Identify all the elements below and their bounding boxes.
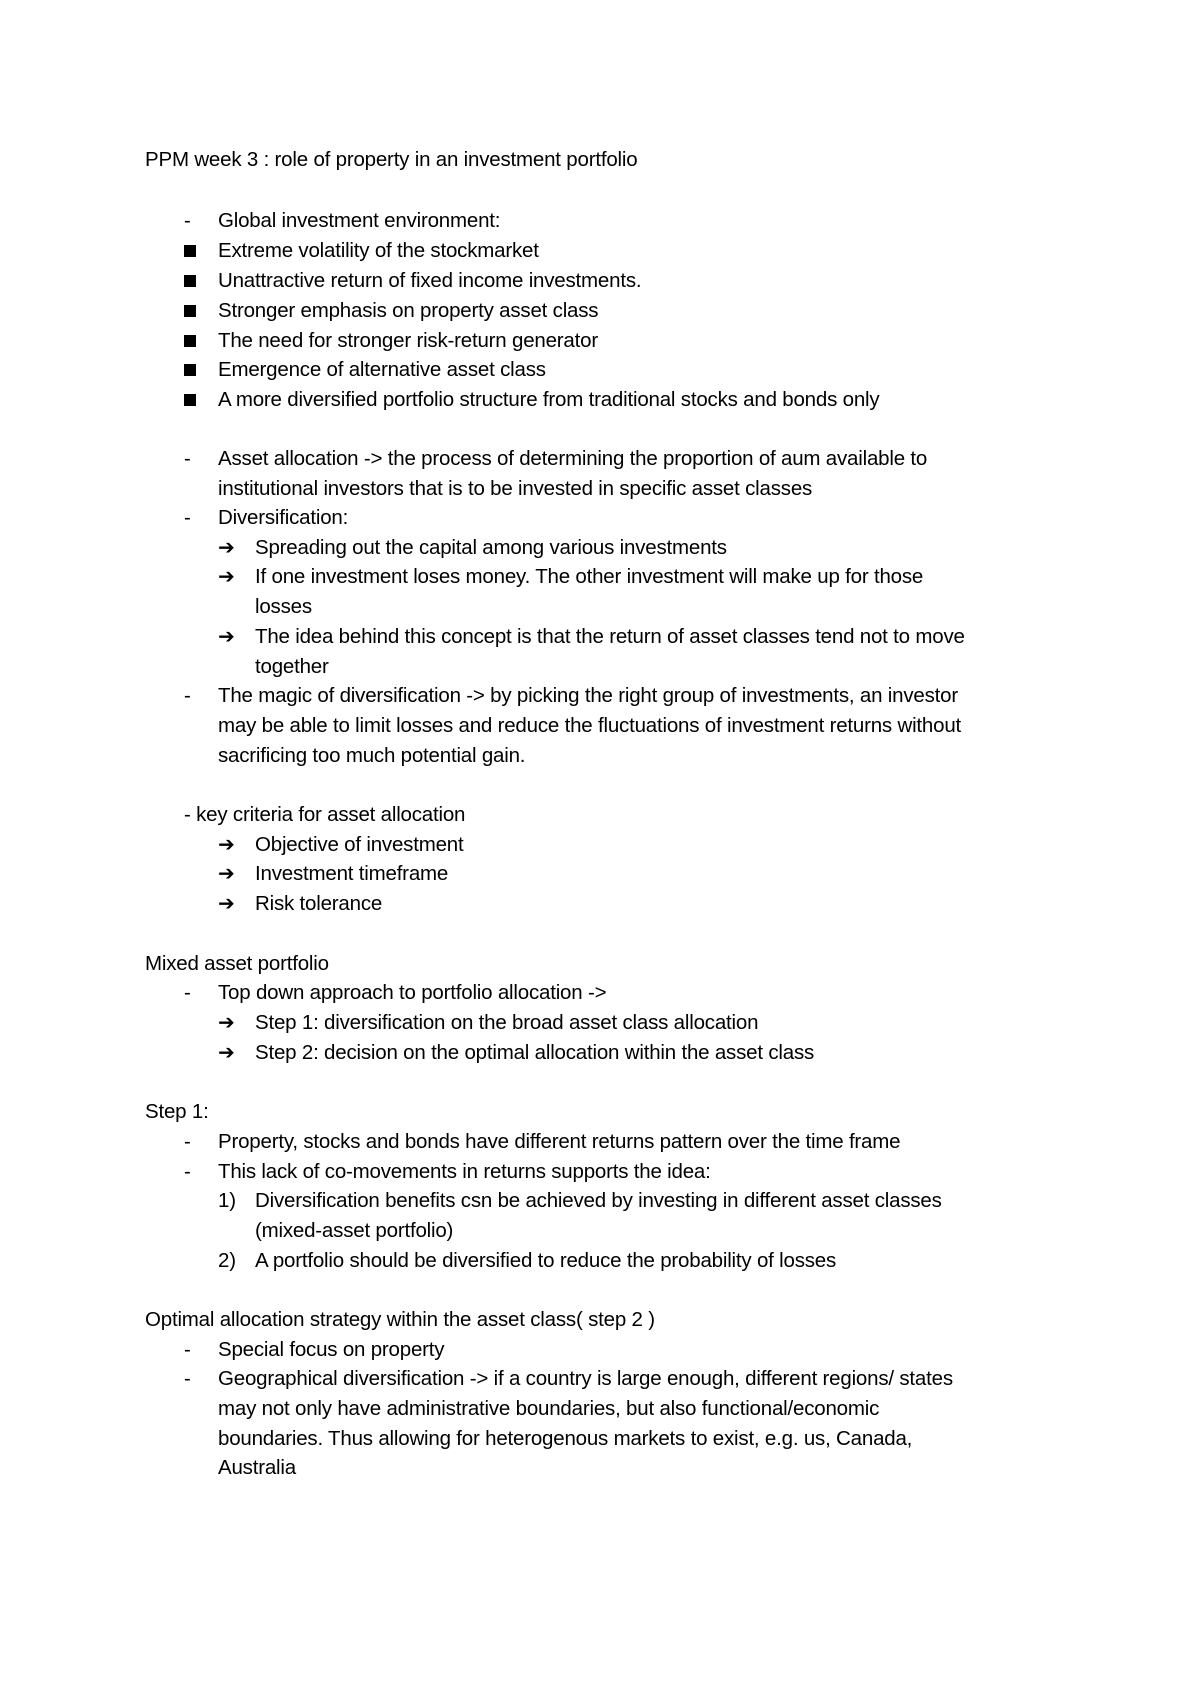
dash-bullet: - bbox=[184, 1338, 191, 1361]
section-heading-step1: Step 1: bbox=[145, 1100, 209, 1123]
list-item: The idea behind this concept is that the return of asset classes tend not to move bbox=[255, 625, 965, 648]
section-heading-optimal: Optimal allocation strategy within the asset class( step 2 ) bbox=[145, 1308, 655, 1331]
list-item: If one investment loses money. The other investment will make up for those bbox=[255, 565, 924, 588]
dash-bullet: - bbox=[184, 1367, 191, 1390]
list-item: Risk tolerance bbox=[255, 892, 383, 915]
square-bullet-icon bbox=[184, 305, 196, 317]
list-item: Australia bbox=[218, 1456, 296, 1479]
list-item: Stronger emphasis on property asset class bbox=[218, 299, 599, 322]
magic-line: may be able to limit losses and reduce the fluctuations of investment returns without bbox=[218, 714, 962, 737]
dash-bullet: - bbox=[184, 684, 191, 707]
diversification-heading: Diversification: bbox=[218, 506, 349, 529]
arrow-bullet-icon: ➔ bbox=[218, 626, 235, 648]
number-marker: 2) bbox=[218, 1249, 236, 1272]
square-bullet-icon bbox=[184, 335, 196, 347]
dash-bullet: - bbox=[184, 447, 191, 470]
section-heading-mixed: Mixed asset portfolio bbox=[145, 952, 329, 975]
dash-bullet: - bbox=[184, 1130, 191, 1153]
list-item: Diversification benefits csn be achieved by investing in different asset classes bbox=[255, 1189, 942, 1212]
list-item: A portfolio should be diversified to reduce the probability of losses bbox=[255, 1249, 837, 1272]
list-item: Emergence of alternative asset class bbox=[218, 358, 546, 381]
list-item: (mixed-asset portfolio) bbox=[255, 1219, 454, 1242]
square-bullet-icon bbox=[184, 245, 196, 257]
list-item: Step 2: decision on the optimal allocation within the asset class bbox=[255, 1041, 815, 1064]
asset-allocation-line: institutional investors that is to be invested in specific asset classes bbox=[218, 477, 813, 500]
list-item: This lack of co-movements in returns supports the idea: bbox=[218, 1160, 711, 1183]
global-heading: Global investment environment: bbox=[218, 209, 501, 232]
magic-line: sacrificing too much potential gain. bbox=[218, 744, 526, 767]
list-item: Spreading out the capital among various investments bbox=[255, 536, 727, 559]
arrow-bullet-icon: ➔ bbox=[218, 893, 235, 915]
arrow-bullet-icon: ➔ bbox=[218, 1042, 235, 1064]
arrow-bullet-icon: ➔ bbox=[218, 834, 235, 856]
square-bullet-icon bbox=[184, 275, 196, 287]
list-item: Special focus on property bbox=[218, 1338, 445, 1361]
magic-line: The magic of diversification -> by picking the right group of investments, an investor bbox=[218, 684, 958, 707]
arrow-bullet-icon: ➔ bbox=[218, 566, 235, 588]
list-item: Geographical diversification -> if a country is large enough, different regions/ states bbox=[218, 1367, 953, 1390]
square-bullet-icon bbox=[184, 364, 196, 376]
dash-bullet: - bbox=[184, 1160, 191, 1183]
list-item: Investment timeframe bbox=[255, 862, 449, 885]
list-item: Property, stocks and bonds have different returns pattern over the time frame bbox=[218, 1130, 901, 1153]
dash-bullet: - bbox=[184, 981, 191, 1004]
asset-allocation-line: Asset allocation -> the process of determining the proportion of aum available to bbox=[218, 447, 928, 470]
list-item: losses bbox=[255, 595, 312, 618]
list-item: Top down approach to portfolio allocation -> bbox=[218, 981, 607, 1004]
dash-bullet: - bbox=[184, 209, 191, 232]
number-marker: 1) bbox=[218, 1189, 236, 1212]
list-item: The need for stronger risk-return generator bbox=[218, 329, 598, 352]
list-item: boundaries. Thus allowing for heterogenous markets to exist, e.g. us, Canada, bbox=[218, 1427, 913, 1450]
list-item: Extreme volatility of the stockmarket bbox=[218, 239, 539, 262]
arrow-bullet-icon: ➔ bbox=[218, 537, 235, 559]
list-item: together bbox=[255, 655, 329, 678]
list-item: Objective of investment bbox=[255, 833, 464, 856]
list-item: Unattractive return of fixed income investments. bbox=[218, 269, 642, 292]
list-item: Step 1: diversification on the broad asset class allocation bbox=[255, 1011, 759, 1034]
square-bullet-icon bbox=[184, 394, 196, 406]
arrow-bullet-icon: ➔ bbox=[218, 863, 235, 885]
list-item: may not only have administrative boundaries, but also functional/economic bbox=[218, 1397, 880, 1420]
page-title: PPM week 3 : role of property in an investment portfolio bbox=[145, 148, 638, 171]
list-item: A more diversified portfolio structure from traditional stocks and bonds only bbox=[218, 388, 880, 411]
dash-bullet: - bbox=[184, 506, 191, 529]
arrow-bullet-icon: ➔ bbox=[218, 1012, 235, 1034]
key-criteria-heading: - key criteria for asset allocation bbox=[184, 803, 466, 826]
